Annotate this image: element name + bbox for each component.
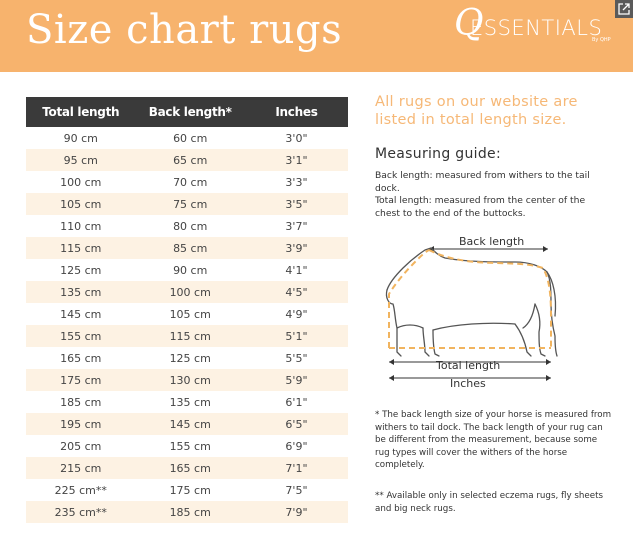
back-length-cell: 135 cm bbox=[135, 391, 244, 413]
inches-cell: 4'5" bbox=[245, 281, 348, 303]
inches-cell: 3'1" bbox=[245, 149, 348, 171]
table-row bbox=[26, 391, 348, 413]
inches-cell: 6'9" bbox=[245, 435, 348, 457]
total-length-cell: 205 cm bbox=[26, 435, 135, 457]
table-row bbox=[26, 501, 348, 523]
availability-footnote: ** Available only in selected eczema rugs, fly sheets and big neck rugs. bbox=[375, 491, 604, 514]
header-inches: Inches bbox=[245, 97, 348, 127]
back-length-description: Back length: measured from withers to the tail dock. bbox=[375, 170, 590, 194]
total-length-cell: 215 cm bbox=[26, 457, 135, 479]
total-length-cell: 225 cm** bbox=[26, 479, 135, 501]
back-length-cell: 155 cm bbox=[135, 435, 244, 457]
back-length-cell: 145 cm bbox=[135, 413, 244, 435]
inches-cell: 6'5" bbox=[245, 413, 348, 435]
back-length-cell: 80 cm bbox=[135, 215, 244, 237]
back-length-cell: 85 cm bbox=[135, 237, 244, 259]
table-row bbox=[26, 215, 348, 237]
total-length-cell: 100 cm bbox=[26, 171, 135, 193]
external-link-icon bbox=[618, 3, 630, 15]
inches-cell: 4'9" bbox=[245, 303, 348, 325]
inches-label: Inches bbox=[450, 377, 486, 390]
back-length-cell: 185 cm bbox=[135, 501, 244, 523]
back-length-cell: 175 cm bbox=[135, 479, 244, 501]
table-row bbox=[26, 479, 348, 501]
total-length-cell: 175 cm bbox=[26, 369, 135, 391]
total-length-cell: 125 cm bbox=[26, 259, 135, 281]
brand-logo bbox=[450, 3, 611, 46]
inches-cell: 3'9" bbox=[245, 237, 348, 259]
back-length-label: Back length bbox=[459, 235, 525, 248]
table-row bbox=[26, 171, 348, 193]
total-length-cell: 95 cm bbox=[26, 149, 135, 171]
logo-subtext: By QHP bbox=[592, 37, 611, 43]
back-length-cell: 75 cm bbox=[135, 193, 244, 215]
table-row bbox=[26, 369, 348, 391]
back-length-cell: 60 cm bbox=[135, 127, 244, 149]
total-length-description: Total length: measured from the center of the chest to the end of the buttocks. bbox=[375, 195, 586, 219]
table-row bbox=[26, 303, 348, 325]
table-row bbox=[26, 457, 348, 479]
back-length-cell: 165 cm bbox=[135, 457, 244, 479]
logo-text: ESSENTIALS bbox=[470, 16, 603, 40]
back-length-footnote: * The back length size of your horse is measured from withers to tail dock. The back length of your rug can be different from the measurement, because some rug types will cover the withers of the horse completely. bbox=[375, 410, 612, 470]
back-length-cell: 130 cm bbox=[135, 369, 244, 391]
total-length-cell: 135 cm bbox=[26, 281, 135, 303]
total-length-cell: 195 cm bbox=[26, 413, 135, 435]
total-length-label: Total length bbox=[436, 359, 501, 372]
back-length-cell: 105 cm bbox=[135, 303, 244, 325]
total-length-cell: 115 cm bbox=[26, 237, 135, 259]
inches-cell: 5'1" bbox=[245, 325, 348, 347]
table-row bbox=[26, 237, 348, 259]
total-length-cell: 185 cm bbox=[26, 391, 135, 413]
inches-cell: 3'3" bbox=[245, 171, 348, 193]
inches-cell: 7'5" bbox=[245, 479, 348, 501]
inches-cell: 3'7" bbox=[245, 215, 348, 237]
back-length-cell: 65 cm bbox=[135, 149, 244, 171]
table-row bbox=[26, 325, 348, 347]
table-row bbox=[26, 193, 348, 215]
inches-cell: 7'9" bbox=[245, 501, 348, 523]
total-length-cell: 110 cm bbox=[26, 215, 135, 237]
table-row bbox=[26, 127, 348, 149]
total-length-cell: 145 cm bbox=[26, 303, 135, 325]
page-title: Size chart rugs bbox=[26, 7, 343, 53]
inches-cell: 7'1" bbox=[245, 457, 348, 479]
inches-cell: 5'5" bbox=[245, 347, 348, 369]
logo-mark: Q bbox=[454, 3, 484, 44]
table-row bbox=[26, 413, 348, 435]
table-row bbox=[26, 259, 348, 281]
total-length-cell: 155 cm bbox=[26, 325, 135, 347]
back-length-cell: 125 cm bbox=[135, 347, 244, 369]
header-banner bbox=[0, 0, 633, 72]
inches-cell: 6'1" bbox=[245, 391, 348, 413]
inches-cell: 4'1" bbox=[245, 259, 348, 281]
table-row bbox=[26, 149, 348, 171]
back-length-cell: 90 cm bbox=[135, 259, 244, 281]
back-length-cell: 70 cm bbox=[135, 171, 244, 193]
size-chart-table bbox=[26, 97, 348, 523]
measuring-guide-title: Measuring guide: bbox=[375, 146, 501, 162]
total-length-cell: 90 cm bbox=[26, 127, 135, 149]
back-length-cell: 115 cm bbox=[135, 325, 244, 347]
table-row bbox=[26, 347, 348, 369]
back-length-cell: 100 cm bbox=[135, 281, 244, 303]
inches-cell: 5'9" bbox=[245, 369, 348, 391]
table-row bbox=[26, 281, 348, 303]
rug-outline bbox=[389, 250, 551, 348]
open-external-button[interactable] bbox=[615, 0, 633, 18]
inches-cell: 3'5" bbox=[245, 193, 348, 215]
total-length-cell: 105 cm bbox=[26, 193, 135, 215]
header-total-length: Total length bbox=[26, 97, 135, 127]
table-header-row bbox=[26, 97, 348, 127]
total-length-cell: 235 cm** bbox=[26, 501, 135, 523]
total-length-cell: 165 cm bbox=[26, 347, 135, 369]
total-length-notice: All rugs on our website are listed in total length size. bbox=[375, 94, 578, 128]
table-row bbox=[26, 435, 348, 457]
inches-cell: 3'0" bbox=[245, 127, 348, 149]
header-back-length: Back length* bbox=[135, 97, 244, 127]
